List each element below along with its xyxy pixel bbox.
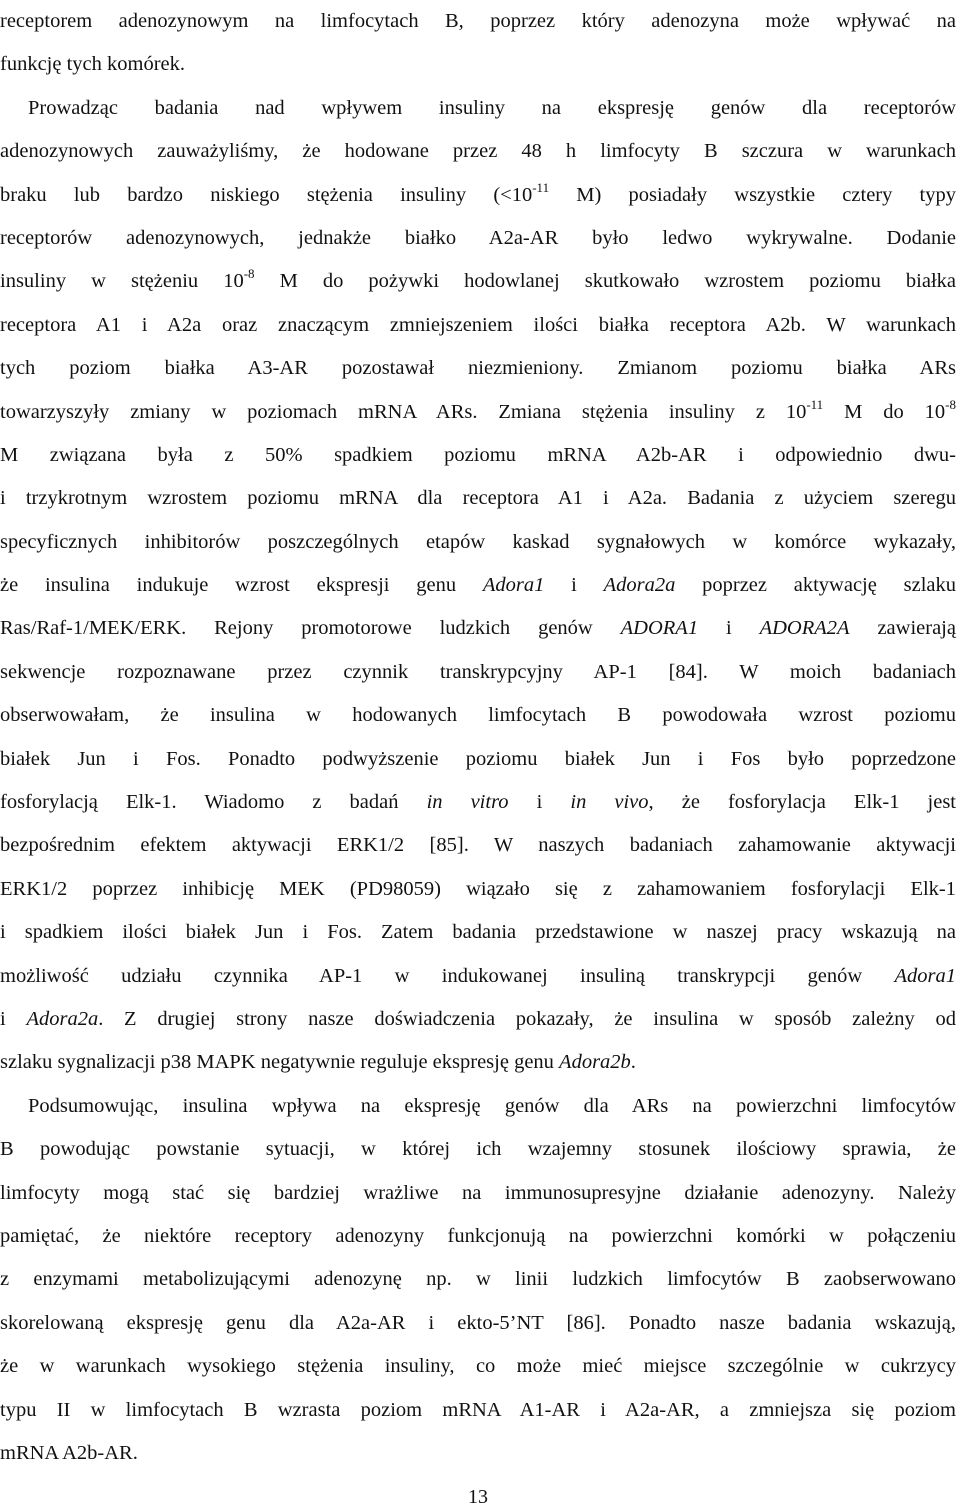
text-line [0, 1389, 956, 1432]
text-segment: fosforylacją Elk-1. Wiadomo z badań [0, 791, 427, 814]
text-line [0, 391, 956, 434]
paragraph-summary [0, 1085, 956, 1476]
text-line [0, 1172, 956, 1215]
text-segment: że w warunkach wysokiego stężenia insuliny, co może mieć miejsce szczególnie w cukrzycy [0, 1355, 956, 1378]
text-segment: Ras/Raf-1/MEK/ERK. Rejony promotorowe ludzkich genów [0, 617, 621, 640]
text-line [0, 694, 956, 737]
text-segment: białek Jun i Fos. Ponadto podwyższenie poziomu białek Jun i Fos było poprzedzone [0, 747, 956, 770]
italic-text: in vitro [426, 791, 509, 814]
text-segment: obserwowałam, że insulina w hodowanych limfocytach B powodowała wzrost poziomu [0, 704, 956, 727]
superscript-text: -11 [532, 179, 550, 195]
text-line [0, 1041, 956, 1084]
text-line [0, 1215, 956, 1258]
text-segment: receptorów adenozynowych, jednakże białko A2a-AR było ledwo wykrywalne. Dodanie [0, 226, 956, 249]
text-line [0, 347, 956, 390]
text-segment: zawierają [849, 617, 956, 640]
text-line [0, 1302, 956, 1345]
text-segment: Prowadząc badania nad wpływem insuliny na ekspresję genów dla receptorów [28, 96, 956, 119]
text-segment: możliwość udziału czynnika AP-1 w indukowanej insuliną transkrypcji genów [0, 964, 895, 987]
italic-text: in vivo [570, 791, 649, 814]
italic-text: ADORA2A [759, 617, 850, 640]
text-segment: z enzymami metabolizującymi adenozynę np. w linii ludzkich limfocytów B zaobserwowano [0, 1268, 956, 1291]
text-segment: szlaku sygnalizacji p38 MAPK negatywnie reguluje ekspresję genu [0, 1051, 560, 1074]
text-segment: M do 10 [823, 400, 946, 423]
text-segment: i [508, 791, 571, 814]
text-segment: i [0, 1007, 27, 1030]
text-line [0, 521, 956, 564]
text-line [0, 564, 956, 607]
text-line [0, 477, 956, 520]
italic-text: Adora1 [894, 964, 956, 987]
italic-text: ADORA1 [620, 617, 699, 640]
text-segment: . [630, 1051, 636, 1074]
text-line [0, 998, 956, 1041]
paragraph-continuation [0, 0, 956, 87]
text-segment: skorelowaną ekspresję genu dla A2a-AR i ekto-5’NT [86]. Ponadto nasze badania wskazują, [0, 1311, 956, 1334]
text-segment: bezpośrednim efektem aktywacji ERK1/2 [85]. W naszych badaniach zahamowanie aktywacji [0, 834, 956, 857]
text-segment: i spadkiem ilości białek Jun i Fos. Zatem badania przedstawione w naszej pracy wskazują na [0, 921, 956, 944]
text-segment: M) posiadały wszystkie cztery typy [549, 183, 956, 206]
italic-text: Adora2b [559, 1051, 631, 1074]
text-segment: sekwencje rozpoznawane przez czynnik transkrypcyjny AP-1 [84]. W moich badaniach [0, 660, 956, 683]
text-segment: insuliny w stężeniu 10 [0, 270, 244, 293]
italic-text: Adora1 [482, 574, 545, 597]
text-segment: adenozynowych zauważyliśmy, że hodowane przez 48 h limfocyty B szczura w warunkach [0, 140, 956, 163]
text-line [0, 174, 956, 217]
text-segment: receptora A1 i A2a oraz znaczącym zmniejszeniem ilości białka receptora A2b. W warunkach [0, 313, 956, 336]
text-segment: typu II w limfocytach B wzrasta poziom mRNA A1-AR i A2a-AR, a zmniejsza się poziom [0, 1398, 956, 1421]
text-line [0, 1128, 956, 1171]
superscript-text: -8 [945, 396, 956, 412]
page-number: 13 [468, 1486, 488, 1508]
text-line [0, 651, 956, 694]
text-segment: M do pożywki hodowlanej skutkowało wzrostem poziomu białka [254, 270, 956, 293]
text-line [0, 1432, 956, 1475]
text-segment: towarzyszyły zmiany w poziomach mRNA ARs. Zmiana stężenia insuliny z 10 [0, 400, 807, 423]
text-segment: limfocyty mogą stać się bardziej wrażliwe na immunosupresyjne działanie adenozyny. Należy [0, 1181, 956, 1204]
text-line [0, 260, 956, 303]
text-line [0, 607, 956, 650]
text-segment: specyficznych inhibitorów poszczególnych etapów kaskad sygnałowych w komórce wykazały, [0, 530, 956, 553]
superscript-text: -8 [243, 266, 255, 282]
superscript-text: -11 [806, 396, 824, 412]
text-segment: i trzykrotnym wzrostem poziomu mRNA dla receptora A1 i A2a. Badania z użyciem szeregu [0, 487, 956, 510]
text-segment: , że fosforylacja Elk-1 jest [648, 791, 957, 814]
text-segment: Podsumowując, insulina wpływa na ekspresję genów dla ARs na powierzchni limfocytów [28, 1094, 956, 1117]
text-line [0, 911, 956, 954]
text-segment: receptorem adenozynowym na limfocytach B, poprzez który adenozyna może wpływać na [0, 10, 956, 32]
text-segment: . Z drugiej strony nasze doświadczenia pokazały, że insulina w sposób zależny od [98, 1007, 956, 1030]
text-line [0, 955, 956, 998]
text-segment: braku lub bardzo niskiego stężenia insuliny (<10 [0, 183, 533, 206]
text-segment: ERK1/2 poprzez inhibicję MEK (PD98059) wiązało się z zahamowaniem fosforylacji Elk-1 [0, 877, 956, 900]
text-segment: i [544, 574, 604, 597]
text-line [0, 87, 956, 130]
text-segment: B powodując powstanie sytuacji, w której ich wzajemny stosunek ilościowy sprawia, że [0, 1138, 956, 1161]
italic-text: Adora2a [603, 574, 676, 597]
text-segment: poprzez aktywację szlaku [675, 574, 956, 597]
italic-text: Adora2a [26, 1007, 99, 1030]
text-line [0, 0, 956, 43]
text-segment: i [698, 617, 760, 640]
text-segment: M związana była z 50% spadkiem poziomu mRNA A2b-AR i odpowiednio dwu- [0, 443, 956, 466]
text-line [0, 304, 956, 347]
text-line [0, 781, 956, 824]
paragraph-insulin-receptors [0, 87, 956, 1085]
text-line [0, 217, 956, 260]
text-line [0, 43, 956, 86]
text-line [0, 738, 956, 781]
text-segment: pamiętać, że niektóre receptory adenozyny funkcjonują na powierzchni komórki w połączeniu [0, 1224, 956, 1247]
text-segment: funkcję tych komórek. [0, 53, 186, 76]
text-segment: mRNA A2b-AR. [0, 1441, 138, 1464]
text-segment: że insulina indukuje wzrost ekspresji genu [0, 574, 483, 597]
text-line [0, 868, 956, 911]
text-line [0, 434, 956, 477]
text-line [0, 130, 956, 173]
text-line [0, 824, 956, 867]
text-segment: tych poziom białka A3-AR pozostawał niezmieniony. Zmianom poziomu białka ARs [0, 357, 956, 380]
text-line [0, 1258, 956, 1301]
text-line [0, 1085, 956, 1128]
text-line [0, 1345, 956, 1388]
